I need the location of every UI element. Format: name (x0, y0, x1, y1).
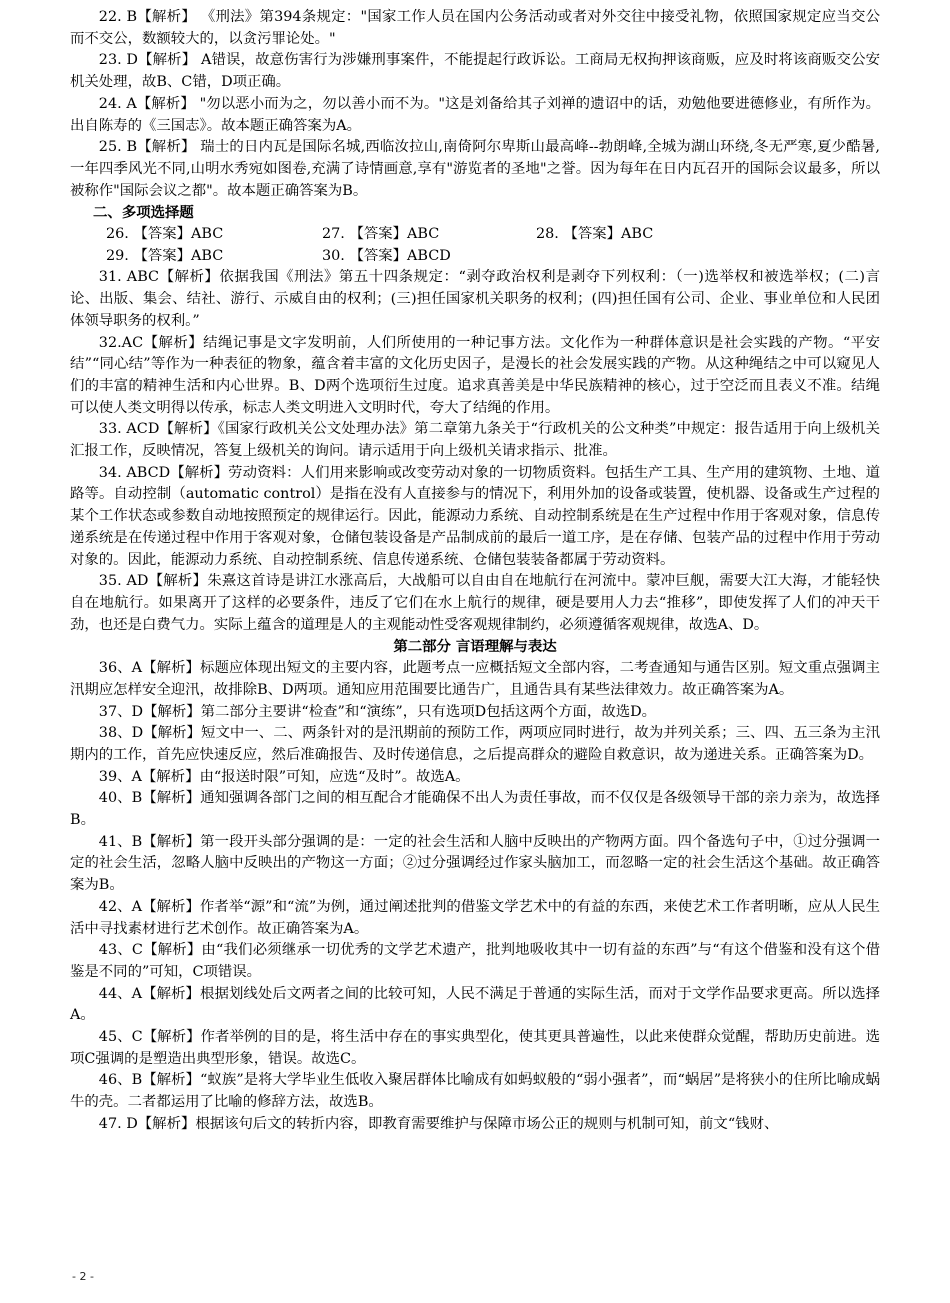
explanation-43: 43、C【解析】由“我们必须继承一切优秀的文学艺术遗产，批判地吸收其中一切有益的东西”与“有这个借鉴和没有这个借鉴是不同的”可知，C项错误。 (70, 942, 880, 980)
explanation-40: 40、B【解析】通知强调各部门之间的相互配合才能确保不出人为责任事故，而不仅仅是各级领导干部的亲力亲为，故选择B。 (70, 790, 880, 829)
answer-row-2 (70, 246, 880, 268)
explanation-35: 35. AD【解析】朱熹这首诗是讲江水涨高后，大战船可以自由自在地航行在河流中。蒙冲巨舰，需要大江大海，才能轻快自在地航行。如果离开了这样的必要条件，违反了它们在水上航行的规律，硬是要用人力去“推移”，即使发挥了人们的冲天干劲，也还是白费气力。实际上蕴含的道理是人的主观能动性受客观规律制约，必须遵循客观规律，故选A、D。 (70, 573, 880, 633)
answer-28: 28. 【答案】ABC (536, 226, 654, 243)
explanation-38: 38、D【解析】短文中一、二、两条针对的是汛期前的预防工作，两项应同时进行，故为并列关系；三、四、五三条为主汛期内的工作，首先应快速反应，然后准确报告、及时传递信息，之后提高群众的避险自救意识，故为递进关系。正确答案为D。 (70, 725, 880, 763)
explanation-46: 46、B【解析】“蚁族”是将大学毕业生低收入聚居群体比喻成有如蚂蚁般的“弱小强者”，而“蜗居”是将狭小的住所比喻成蜗牛的壳。二者都运用了比喻的修辞方法，故选B。 (70, 1072, 880, 1111)
explanation-31: 31. ABC【解析】依据我国《刑法》第五十四条规定：“剥夺政治权利是剥夺下列权利：（一)选举权和被选举权；(二)言论、出版、集会、结社、游行、示威自由的权利；(三)担任国家机关职务的权利；(四)担任国有公司、企业、事业单位和人民团体领导职务的权利。” (70, 269, 880, 329)
explanation-37: 37、D【解析】第二部分主要讲“检查”和“演练”，只有选项D包括这两个方面，故选D。 (98, 703, 657, 720)
explanation-32: 32.AC【解析】结绳记事是文字发明前，人们所使用的一种记事方法。文化作为一种群体意识是社会实践的产物。“平安结”“同心结”等作为一种表征的物象，蕴含着丰富的文化历史因子，是漫长的社会发展实践的产物。从这种绳结之中可以窥见人们的丰富的精神生活和内心世界。B、D两个选项衍生过度。追求真善美是中华民族精神的核心，过于空泛而且表义不准。结绳可以使人类文明得以传承，标志人类文明进入文明时代，夸大了结绳的作用。 (70, 334, 880, 416)
explanation-24: 24. A【解析】 "勿以恶小而为之，勿以善小而不为。"这是刘备给其子刘禅的遗诏中的话，劝勉他要进德修业，有所作为。出自陈寿的《三国志》。故本题正确答案为A。 (70, 95, 880, 134)
explanation-39: 39、A【解析】由“报送时限”可知，应选“及时”。故选A。 (98, 768, 470, 785)
answer-30: 30. 【答案】ABCD (322, 247, 451, 264)
multi-choice-heading: 二、多项选择题 (93, 204, 194, 222)
explanation-41: 41、B【解析】第一段开头部分强调的是：一定的社会生活和人脑中反映出的产物两方面。四个备选句子中，①过分强调一定的社会生活，忽略人脑中反映出的产物这一方面；②过分强调经过作家头脑加工，而忽略一定的社会生活这个基础。故正确答案为B。 (70, 833, 880, 894)
answer-row-1 (70, 224, 880, 246)
explanation-42: 42、A【解析】作者举“源”和“流”为例，通过阐述批判的借鉴文学艺术中的有益的东西，来使艺术工作者明晰，应从人民生活中寻找素材进行艺术创作。故正确答案为A。 (70, 898, 880, 937)
answer-27: 27. 【答案】ABC (322, 226, 440, 243)
explanation-36: 36、A【解析】标题应体现出短文的主要内容，此题考点一应概括短文全部内容，二考查通知与通告区别。短文重点强调主汛期应怎样安全迎汛，故排除B、D两项。通知应用范围要比通告广，且通告具有某些法律效力。故正确答案为A。 (70, 660, 880, 698)
section-heading: 第二部分 言语理解与表达 (393, 638, 557, 656)
explanation-34: 34. ABCD【解析】劳动资料：人们用来影响或改变劳动对象的一切物质资料。包括生产工具、生产用的建筑物、土地、道路等。自动控制（automatic control）是指在没有人直接参与的情况下，利用外加的设备或装置，使机器、设备或生产过程的某个工作状态或参数自动地按照预定的规律运行。因此，能源动力系统、自动控制系统是在生产过程中作用于客观对象，信息传递系统是在传递过程中作用于客观对象，仓储包装设备是产品制成前的最后一道工序，是在存储、包装产品的过程中作用于劳动对象的。因此，能源动力系统、自动控制系统、信息传递系统、仓储包装装备都属于劳动资料。 (70, 464, 880, 568)
explanation-47: 47. D【解析】根据该句后文的转折内容，即教育需要维护与保障市场公正的规则与机制可知，前文“钱财、 (98, 1115, 779, 1132)
answer-26: 26. 【答案】ABC (106, 226, 224, 243)
explanation-45: 45、C【解析】作者举例的目的是，将生活中存在的事实典型化，使其更具普遍性，以此来使群众觉醒，帮助历史前进。选项C强调的是塑造出典型形象，错误。故选C。 (70, 1029, 880, 1067)
page-number: - 2 - (72, 1270, 94, 1283)
explanation-22: 22. B【解析】 《刑法》第394条规定："国家工作人员在国内公务活动或者对外交往中接受礼物，依照国家规定应当交公而不交公，数额较大的，以贪污罪论处。" (70, 9, 880, 47)
answer-29: 29. 【答案】ABC (106, 247, 224, 264)
explanation-33: 33. ACD【解析】《国家行政机关公文处理办法》第二章第九条关于“行政机关的公文种类”中规定：报告适用于向上级机关汇报工作，反映情况，答复上级机关的询问。请示适用于向上级机关请求指示、批准。 (70, 421, 880, 460)
explanation-25: 25. B【解析】 瑞士的日内瓦是国际名城,西临汝拉山,南倚阿尔卑斯山最高峰--勃朗峰,全城为湖山环绕,冬无严寒,夏少酷暑,一年四季风光不同,山明水秀宛如图卷,充满了诗情画意,享有"游览者的圣地"之誉。因为每年在日内瓦召开的国际会议最多，所以被称作"国际会议之都"。故本题正确答案为B。 (70, 139, 880, 199)
explanation-23: 23. D【解析】 A错误，故意伤害行为涉嫌刑事案件，不能提起行政诉讼。工商局无权拘押该商贩，应及时将该商贩交公安机关处理，故B、C错，D项正确。 (70, 52, 880, 91)
explanation-44: 44、A【解析】根据划线处后文两者之间的比较可知，人民不满足于普通的实际生活，而对于文学作品要求更高。所以选择A。 (70, 985, 880, 1024)
